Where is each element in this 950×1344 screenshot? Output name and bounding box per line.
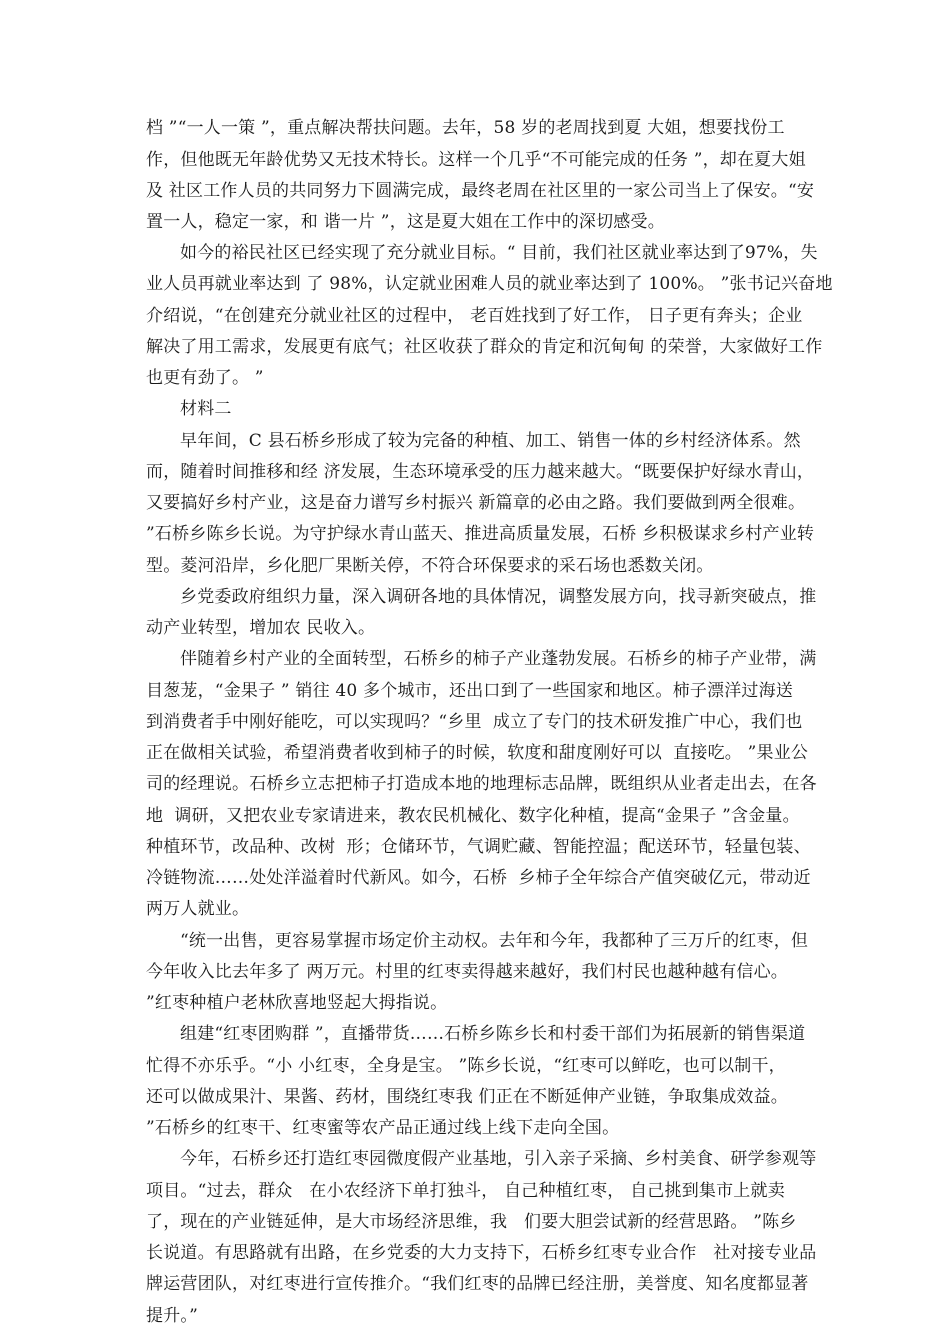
text-line: 作，但他既无年龄优势又无技术特长。这样一个几乎“不可能完成的任务 ”，却在夏大姐 [146, 150, 806, 170]
text-line: 解决了用工需求，发展更有底气；社区收获了群众的肯定和沉甸甸 的荣誉，大家做好工作 [146, 337, 823, 357]
text-line: ”石桥乡陈乡长说。为守护绿水青山蓝天、推进高质量发展，石桥 乡积极谋求乡村产业转 [146, 524, 815, 544]
text-line: 而，随着时间推移和经 济发展，生态环境承受的压力越来越大。“既要保护好绿水青山， [146, 462, 815, 482]
text-line: 置一人，稳定一家，和 谐一片 ”，这是夏大姐在工作中的深切感受。 [146, 212, 665, 232]
text-line: 牌运营团队，对红枣进行宣传推介。“我们红枣的品牌已经注册，美誉度、知名度都显著 [146, 1274, 809, 1294]
text-line: 又要搞好乡村产业，这是奋力谱写乡村振兴 新篇章的必由之路。我们要做到两全很难。 [146, 493, 806, 513]
text-line: 早年间，C 县石桥乡形成了较为完备的种植、加工、销售一体的乡村经济体系。然 [180, 431, 801, 451]
text-line: 今年，石桥乡还打造红枣园微度假产业基地，引入亲子采摘、乡村美食、研学参观等 [180, 1149, 817, 1169]
text-line: 长说道。有思路就有出路，在乡党委的大力支持下，石桥乡红枣专业合作 社对接专业品 [146, 1243, 817, 1263]
text-line: 两万人就业。 [146, 899, 250, 919]
text-line: 冷链物流……处处洋溢着时代新风。如今，石桥 乡柿子全年综合产值突破亿元，带动近 [146, 868, 811, 888]
text-line: 动产业转型，增加农 民收入。 [146, 618, 376, 638]
text-line: 也更有劲了。 ” [146, 368, 264, 388]
text-line: 忙得不亦乐乎。“小 小红枣，全身是宝。 ”陈乡长说，“红枣可以鲜吃，也可以制干， [146, 1056, 786, 1076]
text-line: 到消费者手中刚好能吃，可以实现吗？“乡里 成立了专门的技术研发推广中心，我们也 [146, 712, 803, 732]
text-line: 了，现在的产业链延伸，是大市场经济思维，我 们要大胆尝试新的经营思路。 ”陈乡 [146, 1212, 797, 1232]
text-line: “统一出售，更容易掌握市场定价主动权。去年和今年，我都种了三万斤的红枣，但 [180, 931, 809, 951]
text-line: 档 ”“一人一策 ”，重点解决帮扶问题。去年，58 岁的老周找到夏 大姐，想要找份工 [146, 118, 785, 138]
text-line: 及 社区工作人员的共同努力下圆满完成，最终老周在社区里的一家公司当上了保安。“安 [146, 181, 815, 201]
text-line: 型。菱河沿岸，乡化肥厂果断关停，不符合环保要求的采石场也悉数关闭。 [146, 556, 714, 576]
text-line: 业人员再就业率达到 了 98%，认定就业困难人员的就业率达到了 100%。 ”张书记兴奋地 [146, 274, 833, 294]
text-line: ”石桥乡的红枣干、红枣蜜等农产品正通过线上线下走向全国。 [146, 1118, 620, 1138]
text-line: 目葱茏，“金果子 ” 销往 40 多个城市，还出口到了一些国家和地区。柿子漂洋过海送 [146, 681, 794, 701]
text-line: 还可以做成果汁、果酱、药材，围绕红枣我 们正在不断延伸产业链，争取集成效益。 [146, 1087, 789, 1107]
text-line: 乡党委政府组织力量，深入调研各地的具体情况，调整发展方向，找寻新突破点，推 [180, 587, 817, 607]
text-line: 司的经理说。石桥乡立志把柿子打造成本地的地理标志品牌，既组织从业者走出去，在各 [146, 774, 817, 794]
text-line: 今年收入比去年多了 两万元。村里的红枣卖得越来越好，我们村民也越种越有信心。 [146, 962, 789, 982]
text-line: 地 调研，又把农业专家请进来，教农民机械化、数字化种植，提高“金果子 ”含金量。 [146, 806, 800, 826]
text-line: 组建“红枣团购群 ”，直播带货……石桥乡陈乡长和村委干部们为拓展新的销售渠道 [180, 1024, 806, 1044]
text-line: 项目。“过去，群众 在小农经济下单打独斗， 自己种植红枣， 自己挑到集市上就卖 [146, 1181, 785, 1201]
text-line: 如今的裕民社区已经实现了充分就业目标。“ 目前，我们社区就业率达到了97%，失 [180, 243, 818, 263]
section-heading: 材料二 [180, 399, 232, 419]
text-line: 伴随着乡村产业的全面转型，石桥乡的柿子产业蓬勃发展。石桥乡的柿子产业带，满 [180, 649, 817, 669]
text-line: 正在做相关试验，希望消费者收到柿子的时候，软度和甜度刚好可以 直接吃。 ”果业公 [146, 743, 809, 763]
text-line: 种植环节，改品种、改树 形；仓储环节，气调贮藏、智能控温；配送环节，轻量包装、 [146, 837, 811, 857]
text-line: 提升。” [146, 1306, 198, 1326]
text-line: ”红枣种植户老林欣喜地竖起大拇指说。 [146, 993, 448, 1013]
text-line: 介绍说，“在创建充分就业社区的过程中， 老百姓找到了好工作， 日子更有奔头；企业 [146, 306, 803, 326]
